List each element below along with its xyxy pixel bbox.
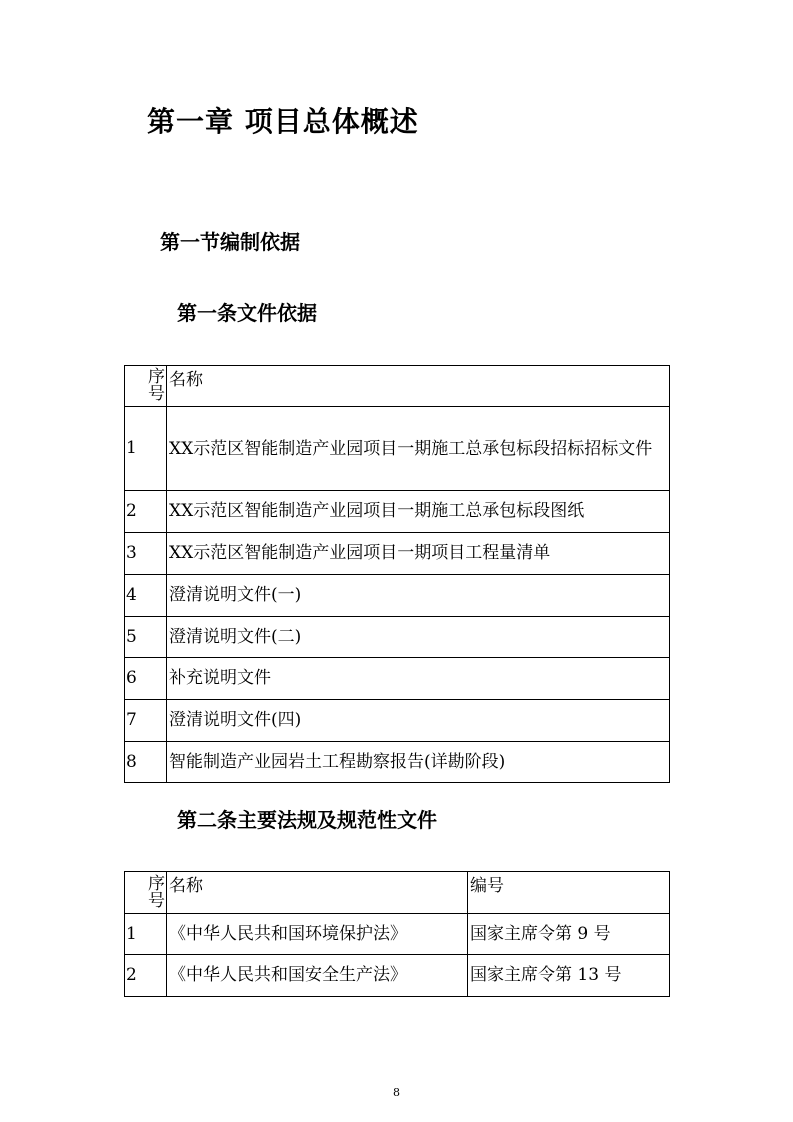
row-no: 1 — [125, 407, 167, 491]
row-no: 8 — [125, 742, 167, 783]
header-no-bottom: 号 — [148, 384, 165, 404]
row-name: XX示范区智能制造产业园项目一期施工总承包标段招标招标文件 — [167, 407, 670, 491]
table-row — [125, 407, 670, 491]
row-code: 国家主席令第 13 号 — [468, 955, 670, 997]
table-row — [125, 575, 670, 617]
row-name: 《中华人民共和国环境保护法》 — [167, 914, 468, 955]
row-name: 《中华人民共和国安全生产法》 — [167, 955, 468, 997]
header-cell-no — [125, 872, 167, 914]
regulations-table — [124, 871, 670, 997]
row-no: 2 — [125, 955, 167, 997]
row-name: 澄清说明文件(一) — [167, 575, 670, 617]
row-name: 补充说明文件 — [167, 658, 670, 700]
row-no: 5 — [125, 617, 167, 658]
header-no-top: 序 — [148, 367, 165, 387]
page-number: 8 — [393, 1086, 400, 1099]
row-no: 6 — [125, 658, 167, 700]
table-header-row — [125, 366, 670, 407]
table-row — [125, 742, 670, 783]
table-row — [125, 533, 670, 575]
header-cell-name: 名称 — [167, 872, 468, 914]
row-no: 1 — [125, 914, 167, 955]
row-name: 智能制造产业园岩土工程勘察报告(详勘阶段) — [167, 742, 670, 783]
row-name: 澄清说明文件(二) — [167, 617, 670, 658]
header-cell-code: 编号 — [468, 872, 670, 914]
header-no-bottom: 号 — [148, 890, 165, 911]
table-row — [125, 658, 670, 700]
table-header-row — [125, 872, 670, 914]
row-name: XX示范区智能制造产业园项目一期施工总承包标段图纸 — [167, 491, 670, 533]
table-row — [125, 955, 670, 997]
header-no-top: 序 — [148, 873, 165, 894]
chapter-title: 第一章 项目总体概述 — [147, 105, 419, 138]
table-row — [125, 700, 670, 742]
table-row — [125, 914, 670, 955]
header-cell-name: 名称 — [167, 366, 670, 407]
document-basis-table — [124, 365, 670, 783]
row-no: 3 — [125, 533, 167, 575]
row-no: 2 — [125, 491, 167, 533]
row-no: 4 — [125, 575, 167, 617]
article-title-regulations: 第二条主要法规及规范性文件 — [177, 808, 437, 832]
row-name: XX示范区智能制造产业园项目一期项目工程量清单 — [167, 533, 670, 575]
header-cell-no — [125, 366, 167, 407]
table-row — [125, 617, 670, 658]
article-title-documents: 第一条文件依据 — [177, 301, 317, 325]
table-row — [125, 491, 670, 533]
row-no: 7 — [125, 700, 167, 742]
row-code: 国家主席令第 9 号 — [468, 914, 670, 955]
row-name: 澄清说明文件(四) — [167, 700, 670, 742]
section-title: 第一节编制依据 — [160, 230, 300, 254]
